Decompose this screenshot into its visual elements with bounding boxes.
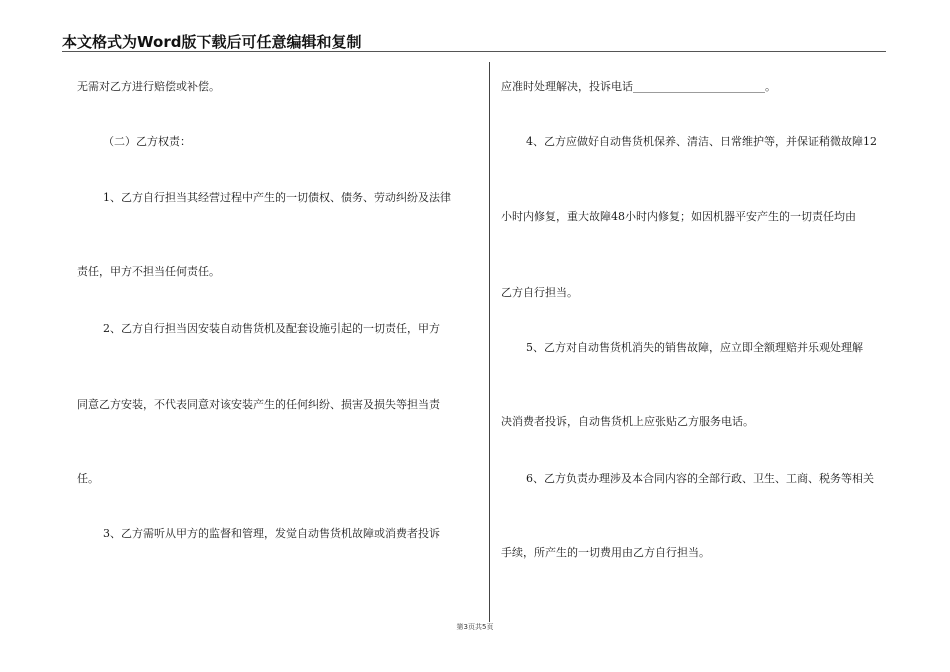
text-line: 责任，甲方不担当任何责任。 [77, 265, 220, 278]
text-line: 2、乙方自行担当因安装自动售货机及配套设施引起的一切责任，甲方 [103, 322, 440, 335]
page-indicator: 第3页共5页 [456, 623, 494, 631]
page-header [62, 29, 886, 52]
text-line: 任。 [77, 472, 99, 485]
header-title: 本文格式为Word版下载后可任意编辑和复制 [62, 33, 362, 51]
text-line: 决消费者投诉，自动售货机上应张贴乙方服务电话。 [501, 415, 754, 428]
text-line: 5、乙方对自动售货机消失的销售故障，应立即全额理赔并乐观处理解 [526, 341, 863, 354]
text-line: 手续，所产生的一切费用由乙方自行担当。 [501, 546, 710, 559]
column-divider [489, 62, 490, 622]
text-line: 4、乙方应做好自动售货机保养、清洁、日常维护等，并保证稍微故障12 [526, 135, 877, 148]
page-footer [0, 622, 950, 632]
text-line: 1、乙方自行担当其经营过程中产生的一切债权、债务、劳动纠纷及法律 [103, 191, 451, 204]
text-line: 小时内修复，重大故障48小时内修复；如因机器平安产生的一切责任均由 [501, 210, 856, 223]
text-line: （二）乙方权责： [103, 135, 191, 148]
text-line: 同意乙方安装，不代表同意对该安装产生的任何纠纷、损害及损失等担当责 [77, 398, 440, 411]
text-line: 应准时处理解决，投诉电话________________________。 [501, 80, 776, 93]
text-line: 6、乙方负责办理涉及本合同内容的全部行政、卫生、工商、税务等相关 [526, 472, 874, 485]
text-line: 无需对乙方进行赔偿或补偿。 [77, 80, 220, 93]
text-line: 乙方自行担当。 [501, 286, 578, 299]
text-line: 3、乙方需听从甲方的监督和管理，发觉自动售货机故障或消费者投诉 [103, 527, 440, 540]
